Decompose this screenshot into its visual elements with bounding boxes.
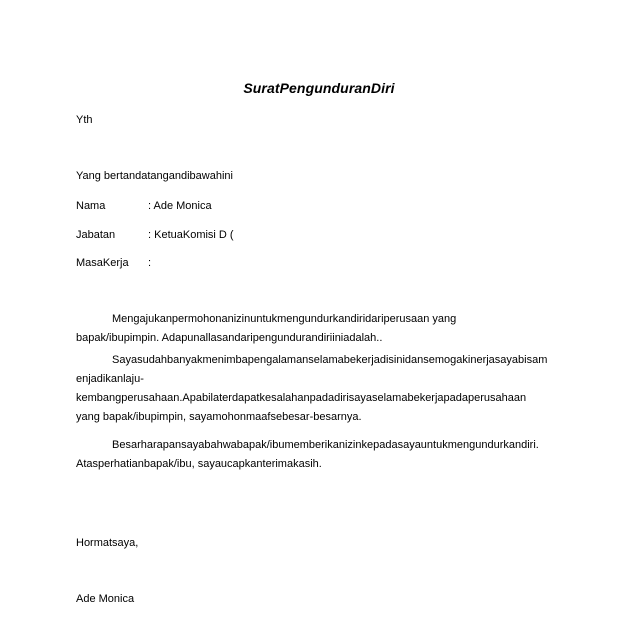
salutation: Yth — [76, 114, 93, 126]
paragraph-2-line-2: enjadikanlaju- — [76, 373, 144, 385]
paragraph-2-line-4: yang bapak/ibupimpin, sayamohonmaafsebesar-besarnya. — [76, 411, 362, 423]
paragraph-1-line-1: Mengajukanpermohonanizinuntukmengundurkandiridariperusaan yang — [112, 313, 457, 325]
letter-title: SuratPengunduranDiri — [243, 80, 395, 96]
closing-text: Hormatsaya, — [76, 537, 139, 549]
paragraph-1-line-2: bapak/ibupimpin. Adapunallasandaripengundurandiriiniadalah.. — [76, 332, 383, 344]
field-value-jabatan: : KetuaKomisi D ( — [148, 229, 234, 241]
field-value-nama: : Ade Monica — [148, 200, 212, 212]
paragraph-1 — [76, 310, 566, 348]
paragraph-2-line-1: Sayasudahbanyakmenimbapengalamanselamabekerjadisinidansemogakinerjasayabisam — [112, 354, 548, 366]
paragraph-3-line-1: Besarharapansayabahwabapak/ibumemberikanizinkepadasayauntukmengundurkandiri. — [112, 439, 539, 451]
paragraph-3-line-2: Atasperhatianbapak/ibu, sayaucapkanterimakasih. — [76, 458, 322, 470]
paragraph-2 — [76, 351, 566, 427]
signature-name: Ade Monica — [76, 593, 135, 605]
paragraph-2-line-3: kembangperusahaan.Apabilaterdapatkesalahanpadadirisayaselamabekerjapadaperusahaan — [76, 392, 527, 404]
field-value-masakerja: : — [148, 257, 152, 269]
field-label-jabatan: Jabatan — [76, 229, 116, 241]
paragraph-3 — [76, 436, 566, 474]
intro-text: Yang bertandatangandibawahini — [76, 170, 233, 182]
field-label-masakerja: MasaKerja — [76, 257, 129, 269]
field-label-nama: Nama — [76, 200, 106, 212]
